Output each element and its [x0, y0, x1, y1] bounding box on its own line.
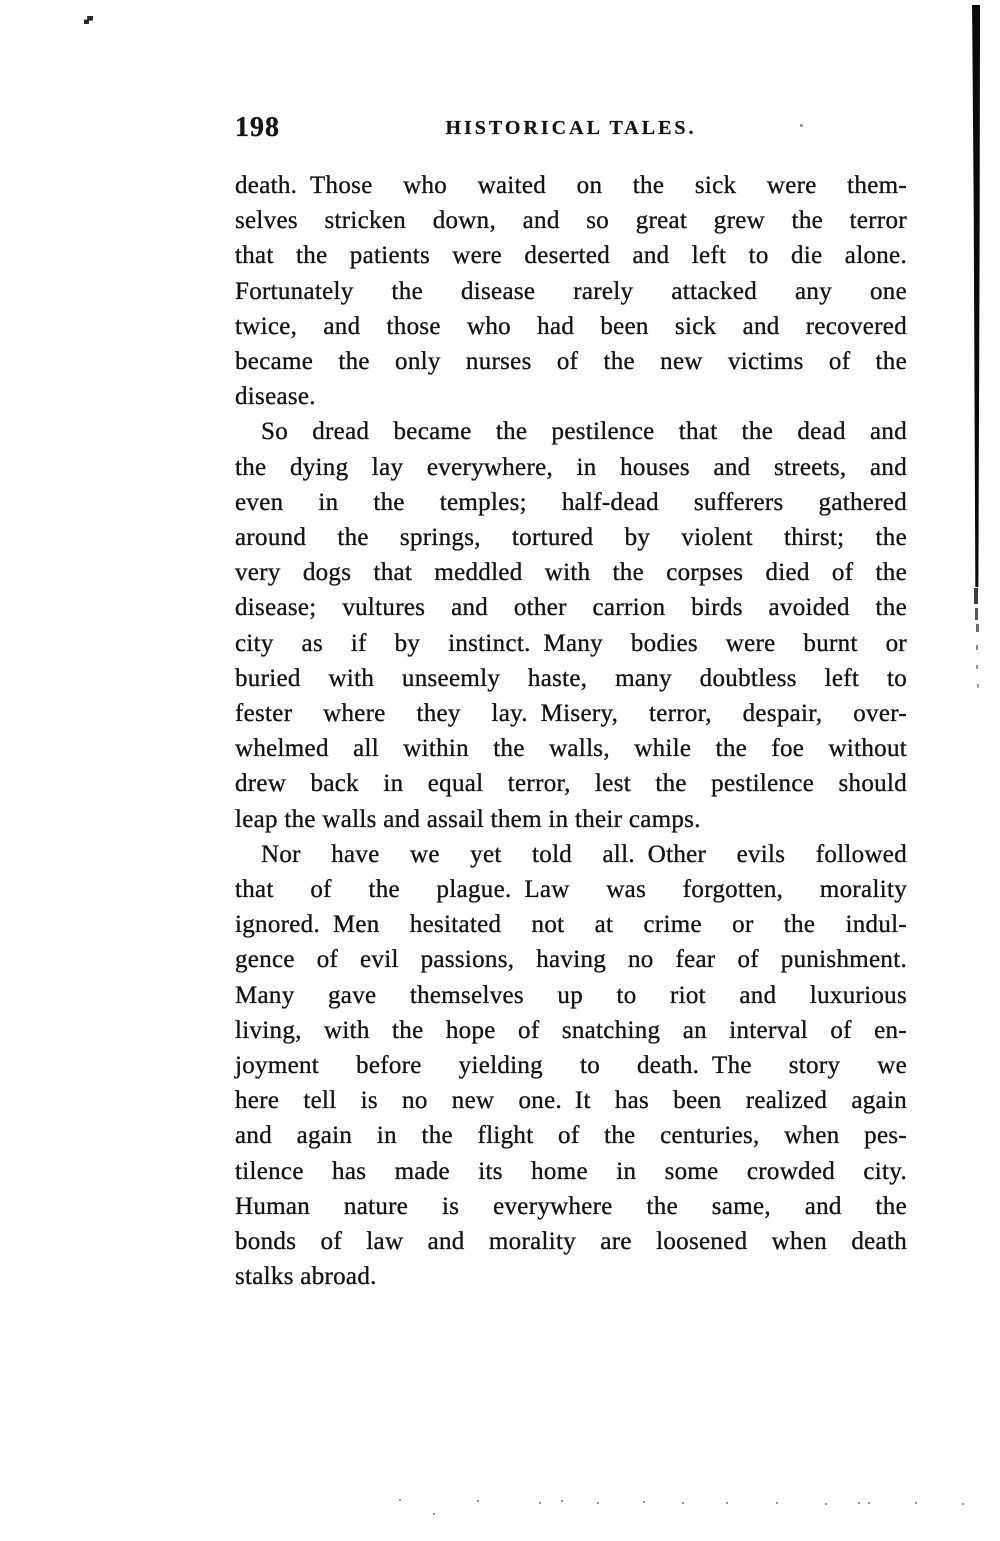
text-line: that of the plague. Law was forgotten, morality — [235, 876, 907, 904]
scan-edge-dash — [975, 608, 978, 620]
text-line: gence of evil passions, having no fear of punishment. — [235, 946, 907, 974]
text-line: death. Those who waited on the sick were them- — [235, 172, 907, 199]
text-line: disease. — [235, 383, 316, 411]
scan-speck — [868, 1502, 870, 1504]
scan-speck — [597, 1502, 599, 1504]
scan-binding-bar — [971, 5, 980, 587]
scan-speck — [433, 1513, 435, 1515]
page-number: 198 — [235, 112, 280, 143]
text-line: fester where they lay. Misery, terror, despair, over- — [235, 700, 907, 728]
text-line: here tell is no new one. It has been realized again — [235, 1087, 907, 1115]
text-line: Human nature is everywhere the same, and the — [235, 1192, 907, 1220]
text-line: Many gave themselves up to riot and luxurious — [235, 981, 907, 1009]
paragraph — [235, 414, 907, 836]
scan-edge-dash — [974, 588, 978, 604]
text-line: that the patients were deserted and left to die alone. — [235, 242, 907, 270]
text-line: the dying lay everywhere, in houses and streets, and — [235, 453, 907, 481]
text-line: tilence has made its home in some crowded city. — [235, 1157, 907, 1185]
scan-speck — [399, 1499, 401, 1501]
text-line: selves stricken down, and so great grew the terror — [235, 207, 907, 235]
scan-edge-dash — [976, 665, 978, 669]
scan-speck — [726, 1502, 728, 1504]
scan-speck — [825, 1503, 827, 1505]
paragraph — [235, 168, 907, 414]
text-line: bonds of law and morality are loosened when death — [235, 1228, 907, 1256]
text-line: leap the walls and assail them in their camps. — [235, 805, 701, 833]
scan-speck — [962, 1503, 964, 1505]
text-line: ignored. Men hesitated not at crime or the indul- — [235, 911, 907, 939]
scan-speck — [477, 1500, 479, 1502]
scan-speck — [561, 1500, 563, 1502]
text-line: disease; vultures and other carrion birds avoided the — [235, 594, 907, 622]
text-line: Nor have we yet told all. Other evils followed — [261, 840, 907, 868]
scan-edge-dash — [976, 645, 978, 650]
page-header — [235, 112, 907, 146]
paragraph — [235, 837, 907, 1295]
scan-speck — [776, 1502, 778, 1504]
scan-speck — [682, 1502, 684, 1504]
scan-speck-header — [800, 124, 803, 127]
scan-edge-dash — [977, 684, 979, 688]
scan-speck — [915, 1502, 917, 1504]
body-text — [235, 168, 907, 1295]
text-line: stalks abroad. — [235, 1263, 377, 1291]
text-line: became the only nurses of the new victims of the — [235, 348, 907, 376]
scan-edge-dash — [976, 624, 979, 632]
scan-speck — [643, 1501, 645, 1503]
text-line: living, with the hope of snatching an interval of en- — [235, 1016, 907, 1044]
text-line: drew back in equal terror, lest the pestilence should — [235, 770, 907, 798]
text-line: whelmed all within the walls, while the foe without — [235, 735, 907, 763]
text-line: city as if by instinct. Many bodies were burnt or — [235, 629, 907, 657]
text-line: and again in the flight of the centuries, when pes- — [235, 1122, 907, 1150]
text-line: joyment before yielding to death. The story we — [235, 1052, 907, 1080]
text-line: around the springs, tortured by violent thirst; the — [235, 524, 907, 552]
scan-speck-top-left — [84, 16, 93, 24]
scan-speck — [539, 1502, 541, 1504]
running-title: HISTORICAL TALES. — [445, 117, 697, 139]
text-line: very dogs that meddled with the corpses died of the — [235, 559, 907, 587]
text-line: buried with unseemly haste, many doubtless left to — [235, 664, 907, 692]
text-line: Fortunately the disease rarely attacked any one — [235, 277, 907, 305]
text-line: even in the temples; half-dead sufferers gathered — [235, 488, 907, 516]
text-line: twice, and those who had been sick and recovered — [235, 312, 907, 340]
text-line: So dread became the pestilence that the dead and — [261, 418, 907, 446]
scan-speck — [858, 1502, 860, 1504]
